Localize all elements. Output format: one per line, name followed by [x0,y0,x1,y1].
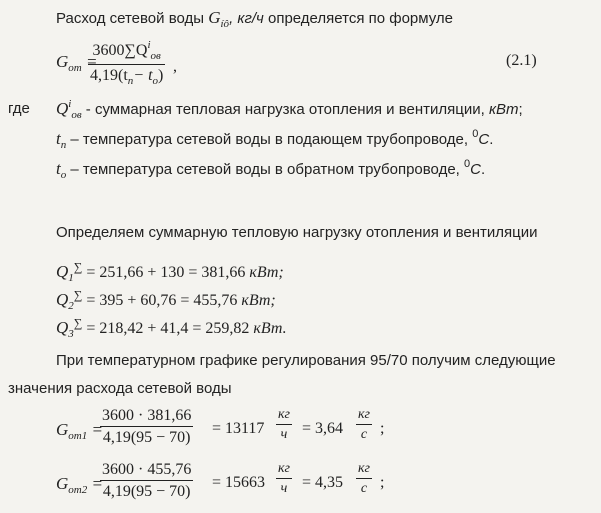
flow1-lhs: $G_{от1}$ = [56,420,103,442]
sum-row-2: $Q_2^\sum = 395 + 60,76 = 455,76$ кВт; [56,288,276,312]
where-line-3: $t_о$ – температура сетевой воды в обратном трубопроводе, $^0$С. [56,158,486,181]
eq1-tail: , [173,58,177,75]
flow2-end: ; [380,474,385,491]
eq1-fraction [88,40,165,87]
flow1-unit2: кг с [358,407,371,442]
flow2-eq1: = 15663 [212,474,266,491]
flow2-fraction [100,462,193,500]
intro-text: Расход сетевой воды [56,10,205,27]
intro-rest: определяется по формуле [267,10,454,27]
sum-row-3: $Q_3^\sum = 218,42 + 41,4 = 259,82$ кВт. [56,316,287,340]
eq1-lhs: $G_{от}$ = [56,52,98,74]
flow2-eq2: = 4,35 [302,474,344,491]
flow1-eq1: = 13117 [212,420,265,437]
flow1-fraction [100,408,193,446]
sum-heading: Определяем суммарную тепловую нагрузку отопления и вентиляции [56,224,538,241]
where-line-1: $Q^i_{ов}$ - суммарная тепловая нагрузка отопления и вентиляции, кВт; [56,98,523,121]
flow2-unit2: кг с [358,461,371,496]
where-label: где [8,100,30,117]
flow1-numerator: 3600 · 381,66 [102,407,192,424]
where-line-2: $t_п$ – температура сетевой воды в подающем трубопроводе, $^0$С. [56,128,494,151]
flow2-lhs: $G_{от2}$ = [56,474,103,496]
flow1-denominator: 4,19(95 − 70) [100,426,193,446]
intro-line [56,8,453,30]
flow-symbol: $G_{íô}$ [208,8,230,30]
eq1-number: (2.1) [506,52,537,69]
flow2-numerator: 3600 · 455,76 [102,461,192,478]
flow-unit: , кг/ч [229,10,264,27]
flow1-end: ; [380,420,385,437]
eq1-denominator: $4,19(t_п- t_о)$ [88,64,165,87]
para-line-1: При температурном графике регулирования 95/70 получим следующие [56,352,556,369]
sum-row-1: $Q_1^\sum = 251,66 + 130 = 381,66$ кВт; [56,260,284,284]
eq1-numerator: $3600\sum Q^i_{ов}$ [92,39,161,62]
flow2-unit1: кг ч [278,461,291,496]
para-line-2: значения расхода сетевой воды [8,380,232,397]
flow2-denominator: 4,19(95 − 70) [100,480,193,500]
flow1-unit1: кг ч [278,407,291,442]
flow1-eq2: = 3,64 [302,420,344,437]
